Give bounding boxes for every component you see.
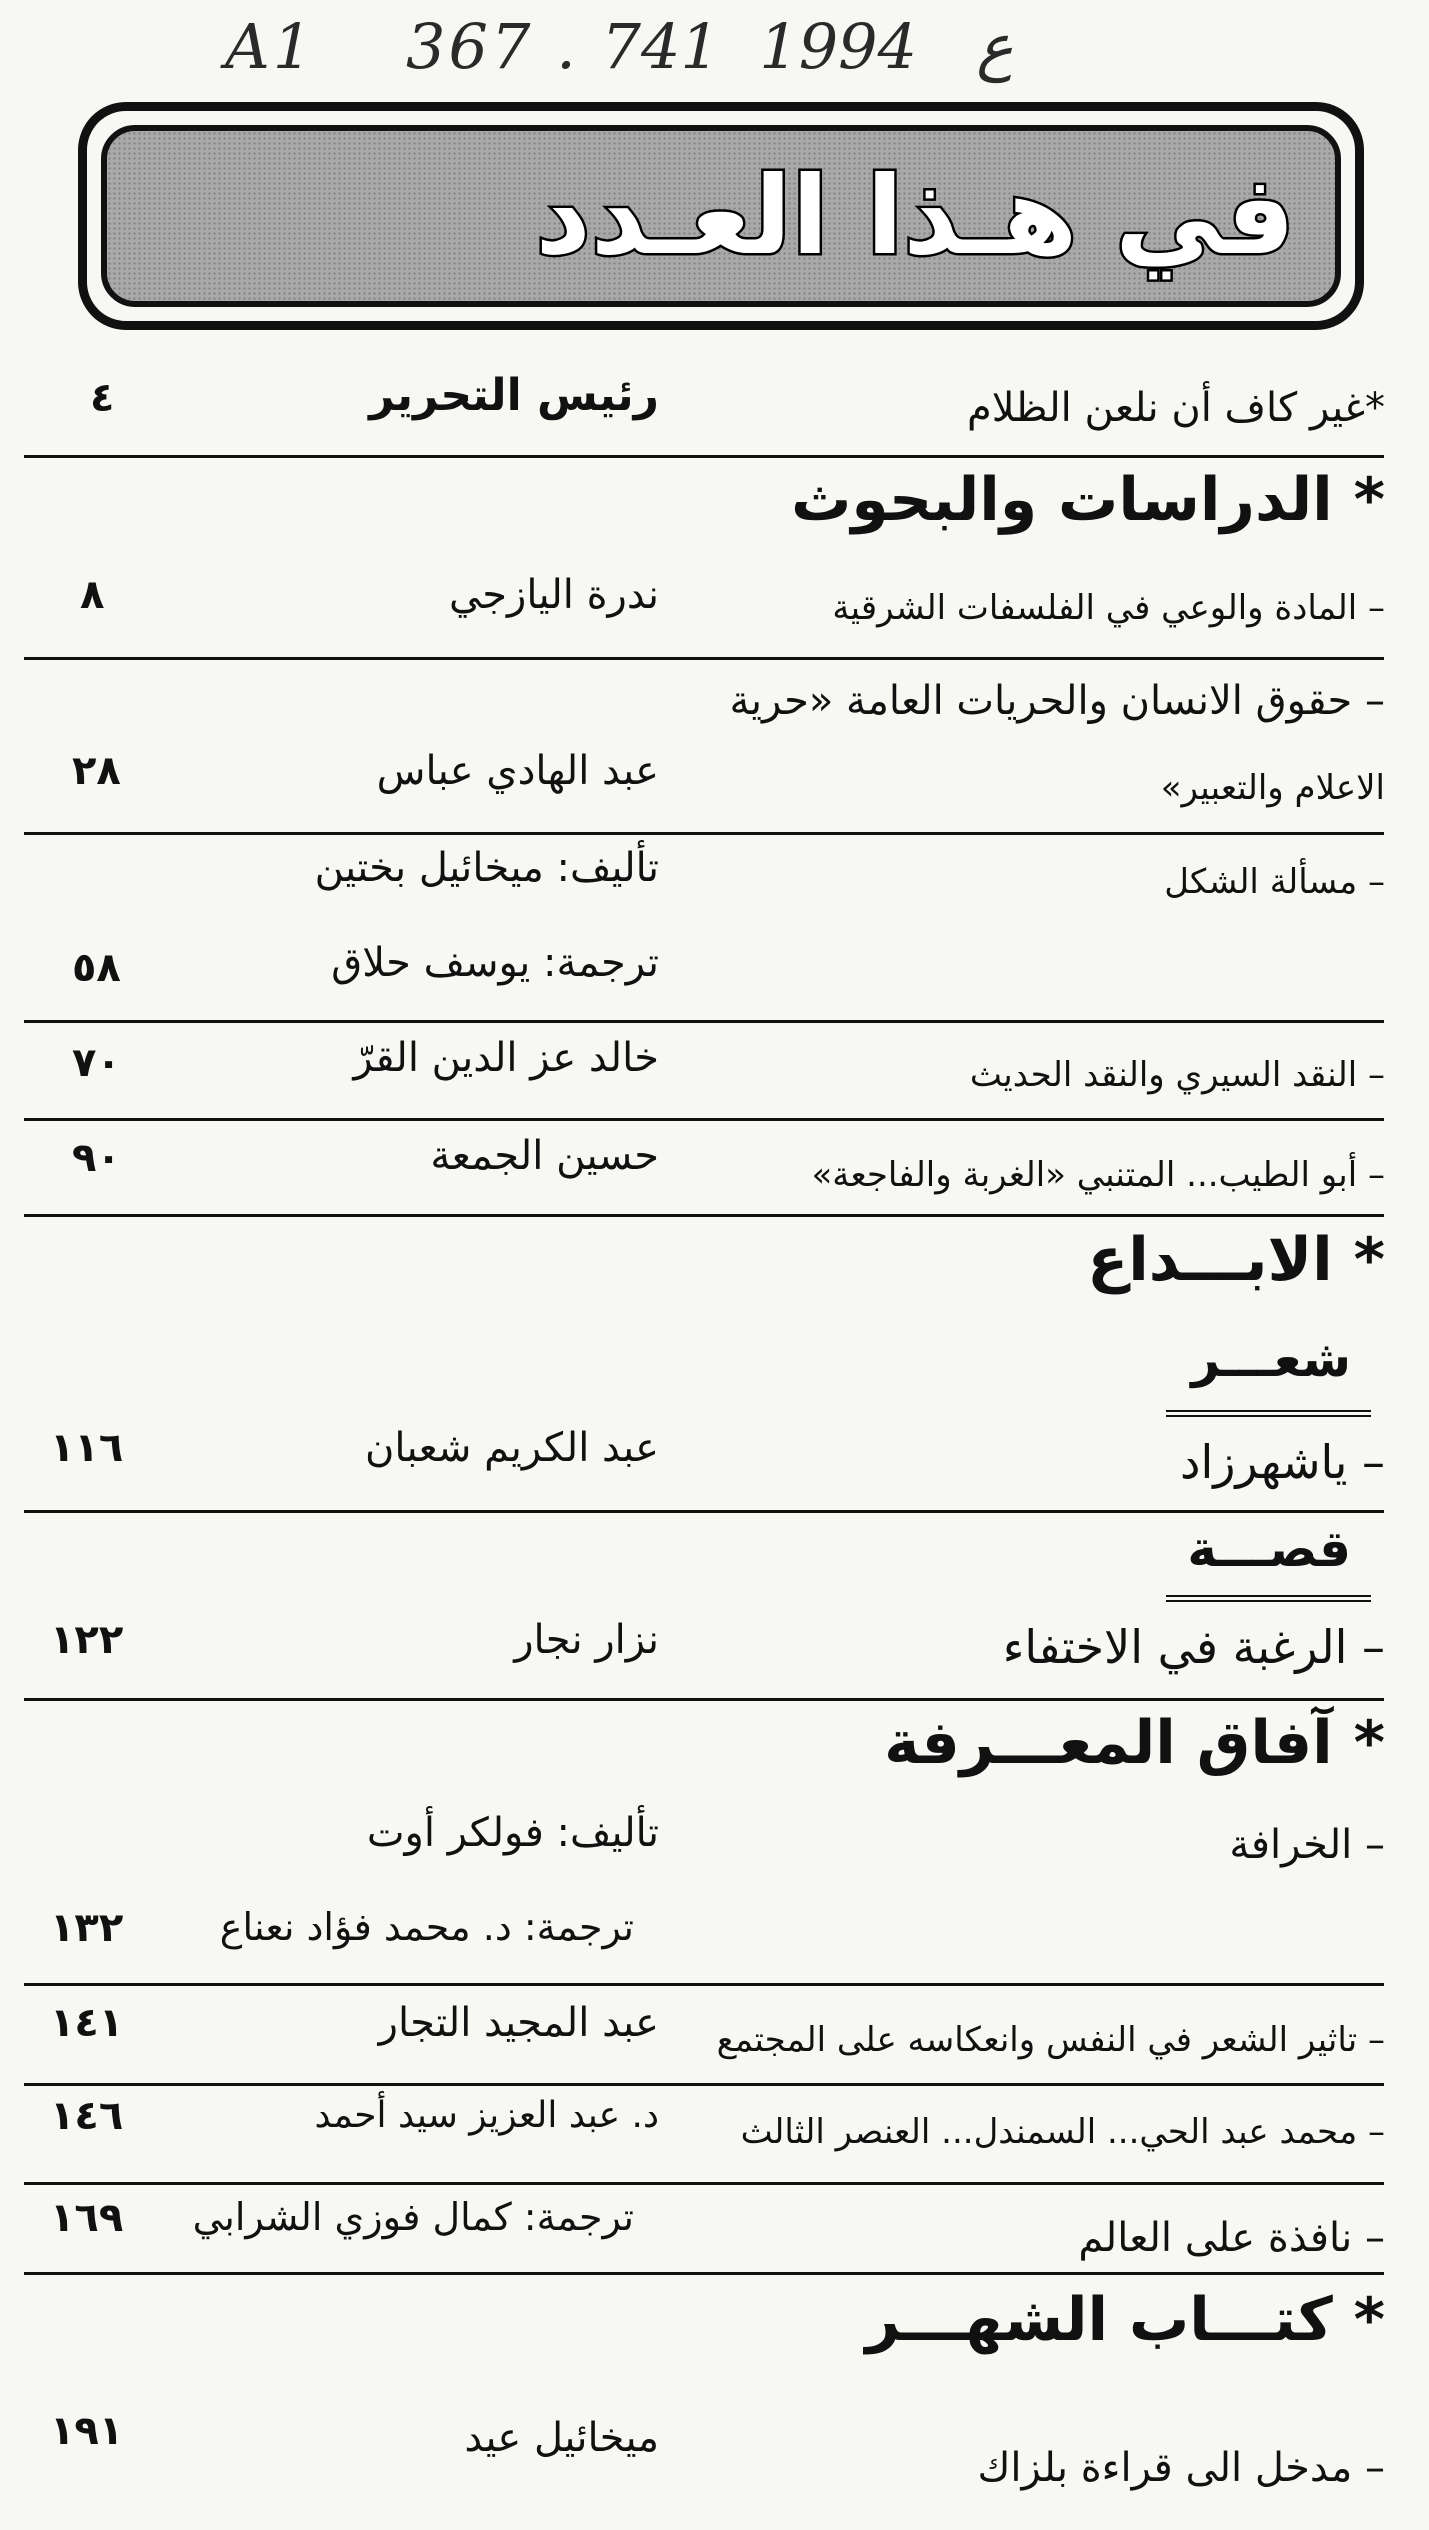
toc-item-author-line1: تأليف: فولكر أوت (366, 1810, 659, 1856)
toc-item-author-line2: ترجمة: يوسف حلاق (331, 940, 659, 986)
toc-item-page: ١٤١ (50, 2000, 124, 2046)
toc-item-title: – ياشهرزاد (1179, 1435, 1385, 1489)
toc-item-title: – المادة والوعي في الفلسفات الشرقية (832, 588, 1385, 628)
subsection-poetry-heading: شعـــر (1191, 1330, 1351, 1388)
toc-item-page: ١٩١ (50, 2408, 124, 2454)
toc-item-page: ٩٠ (72, 1135, 121, 1181)
divider (24, 1020, 1384, 1023)
section-book-heading: * كتـــاب الشهـــر (865, 2285, 1385, 2355)
divider (24, 2083, 1384, 2086)
toc-item-author: ندرة اليازجي (448, 572, 659, 618)
toc-item-title: – مدخل الى قراءة بلزاك (977, 2445, 1385, 2491)
toc-item-page: ١٢٢ (50, 1617, 124, 1663)
divider (24, 455, 1384, 458)
intro-page: ٤ (90, 375, 115, 421)
handwritten-catalog-number: A1 367 . ع 1994 741 (225, 10, 1014, 83)
toc-item-author: ترجمة: كمال فوزي الشرابي (192, 2195, 634, 2239)
toc-item-title: – مسألة الشكل (1164, 862, 1385, 902)
toc-item-author: خالد عز الدين القرّ (353, 1035, 659, 1081)
toc-item-author: ميخائيل عيد (464, 2415, 659, 2461)
banner (78, 102, 1364, 330)
toc-item-title: – تاثير الشعر في النفس وانعكاسه على المجتمع (716, 2020, 1385, 2060)
divider (24, 1214, 1384, 1217)
toc-item-page: ١٤٦ (50, 2093, 124, 2139)
toc-item-page: ١٦٩ (50, 2195, 124, 2241)
toc-item-author: عبد الكريم شعبان (364, 1425, 659, 1471)
toc-item-title: – النقد السيري والنقد الحديث (969, 1055, 1385, 1095)
section-creativity-heading: * الابـــداع (1087, 1225, 1385, 1295)
toc-item-author: حسين الجمعة (430, 1133, 659, 1179)
toc-item-author: نزار نجار (514, 1617, 659, 1663)
toc-item-title: – الرغبة في الاختفاء (1002, 1620, 1385, 1674)
divider (24, 1118, 1384, 1121)
section-knowledge-heading: * آفاق المعـــرفة (884, 1708, 1385, 1778)
divider (24, 2272, 1384, 2275)
toc-item-author-line2: ترجمة: د. محمد فؤاد نعناع (219, 1905, 634, 1949)
banner-title: في هـذا العـدد (535, 153, 1295, 279)
toc-item-title-line2: الاعلام والتعبير» (1160, 768, 1385, 808)
toc-item-page: ٥٨ (72, 945, 121, 991)
toc-item-title-line1: – حقوق الانسان والحريات العامة «حرية (729, 678, 1385, 724)
toc-item-page: ٧٠ (72, 1040, 121, 1086)
toc-item-title: – محمد عبد الحي... السمندل... العنصر الثالث (740, 2112, 1385, 2152)
toc-item-page: ١٣٢ (50, 1905, 124, 1951)
subsection-story-heading: قصـــة (1187, 1520, 1351, 1578)
toc-item-page: ١١٦ (50, 1425, 124, 1471)
divider (24, 1510, 1384, 1513)
toc-item-title: – نافذة على العالم (1078, 2215, 1385, 2261)
toc-item-title: – الخرافة (1229, 1822, 1385, 1868)
intro-title: *غير كاف أن نلعن الظلام (967, 385, 1385, 431)
toc-item-title: – أبو الطيب... المتنبي «الغربة والفاجعة» (811, 1155, 1385, 1195)
toc-item-page: ٢٨ (72, 748, 121, 794)
section-studies-heading: * الدراسات والبحوث (791, 465, 1385, 535)
banner-inner (101, 125, 1341, 307)
intro-author: رئيس التحرير (369, 370, 659, 421)
divider (24, 1983, 1384, 1986)
divider (24, 832, 1384, 835)
divider (24, 1698, 1384, 1701)
subsection-double-underline (1166, 1410, 1371, 1417)
toc-item-page: ٨ (80, 572, 105, 618)
toc-item-author: د. عبد العزيز سيد أحمد (314, 2095, 659, 2136)
subsection-double-underline (1166, 1595, 1371, 1602)
toc-item-author: عبد المجيد التجار (378, 2000, 659, 2046)
toc-item-author-line1: تأليف: ميخائيل بختين (314, 845, 659, 891)
divider (24, 657, 1384, 660)
divider (24, 2182, 1384, 2185)
toc-item-author: عبد الهادي عباس (376, 748, 659, 794)
